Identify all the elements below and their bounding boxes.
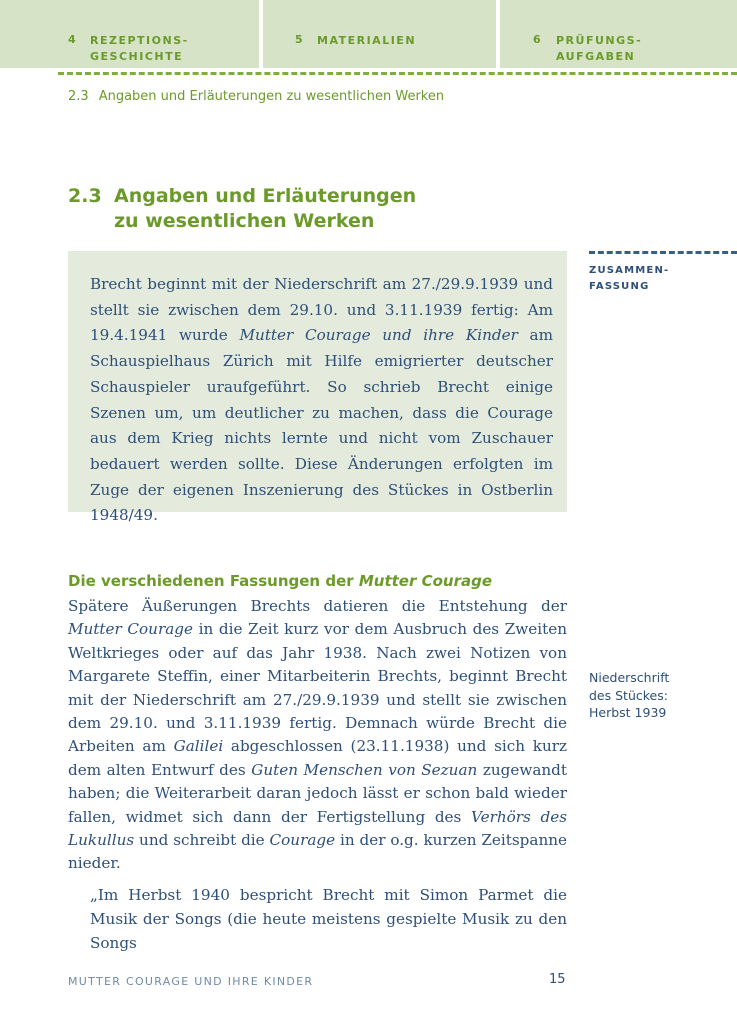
tab-materialien[interactable] xyxy=(263,0,496,68)
margin-note: Niederschrift des Stückes: Herbst 1939 xyxy=(589,670,670,720)
tab-label: PRÜFUNGS- AUFGABEN xyxy=(556,34,643,63)
tab-label: MATERIALIEN xyxy=(317,34,417,47)
summary-side-label: ZUSAMMEN- FASSUNG xyxy=(589,265,670,292)
body-paragraph: Spätere Äußerungen Brechts datieren die Entstehung der Mutter Courage in die Zeit kurz vor dem Ausbruch des Zweiten Weltkrieges oder auf das Jahr 1938. Nach zwei Notizen von Margarete Steffin, einer Mitarbeiterin Brechts, beginnt Brecht mit der Niederschrift am 27./29.9.1939 und stellt sie zwischen dem 29.10. und 3.11.1939 fertig. Demnach würde Brecht die Arbeiten am Galilei abgeschlossen (23.11.1938) und sich kurz dem alten Entwurf des Guten Menschen von Sezuan zugewandt haben; die Weiterarbeit daran jedoch lässt er schon bald wieder fallen, widmet sich dann der Fertigstellung des Verhörs des Lukullus und schreibt die Courage in der o.g. kurzen Zeitspanne nieder. xyxy=(68,597,568,873)
subsection-heading: Die verschiedenen Fassungen der Mutter Courage xyxy=(68,572,493,590)
chapter-tabs xyxy=(0,0,737,68)
summary-box xyxy=(68,251,567,525)
tab-pruefungsaufgaben[interactable] xyxy=(500,0,737,68)
sidebar-divider xyxy=(589,251,737,254)
tab-number: 6 xyxy=(533,33,542,46)
tab-number: 5 xyxy=(295,33,304,46)
page-number: 15 xyxy=(549,972,566,987)
breadcrumb: 2.3 Angaben und Erläuterungen zu wesentlichen Werken xyxy=(68,89,445,104)
header-divider xyxy=(58,72,737,75)
tab-rezeptionsgeschichte[interactable] xyxy=(0,0,259,68)
tab-number: 4 xyxy=(68,33,77,46)
section-number: 2.3 xyxy=(68,185,102,207)
footer-book-title: MUTTER COURAGE UND IHRE KINDER xyxy=(68,975,314,988)
quote-paragraph: „Im Herbst 1940 bespricht Brecht mit Simon Parmet die Musik der Songs (die heute meistens gespielte Musik zu den Songs xyxy=(90,886,567,952)
tab-label: REZEPTIONS- GESCHICHTE xyxy=(90,34,189,63)
page-title: 2.3 Angaben und Erläuterungen zu wesentlichen Werken xyxy=(68,185,417,232)
summary-text: Brecht beginnt mit der Niederschrift am 27./29.9.1939 und stellt sie zwischen dem 29.10. und 3.11.1939 fertig: Am 19.4.1941 wurde Mutter Courage und ihre Kinder am Schauspielhaus Zürich mit Hilfe emigrierter deutscher Schauspieler uraufgeführt. So schrieb Brecht einige Szenen um, um deutlicher zu machen, dass die Courage aus dem Krieg nichts lernte und nicht vom Zuschauer bedauert werden sollte. Diese Änderungen erfolgten im Zuge der eigenen Inszenierung des Stückes in Ostberlin 1948/49. xyxy=(90,275,553,525)
